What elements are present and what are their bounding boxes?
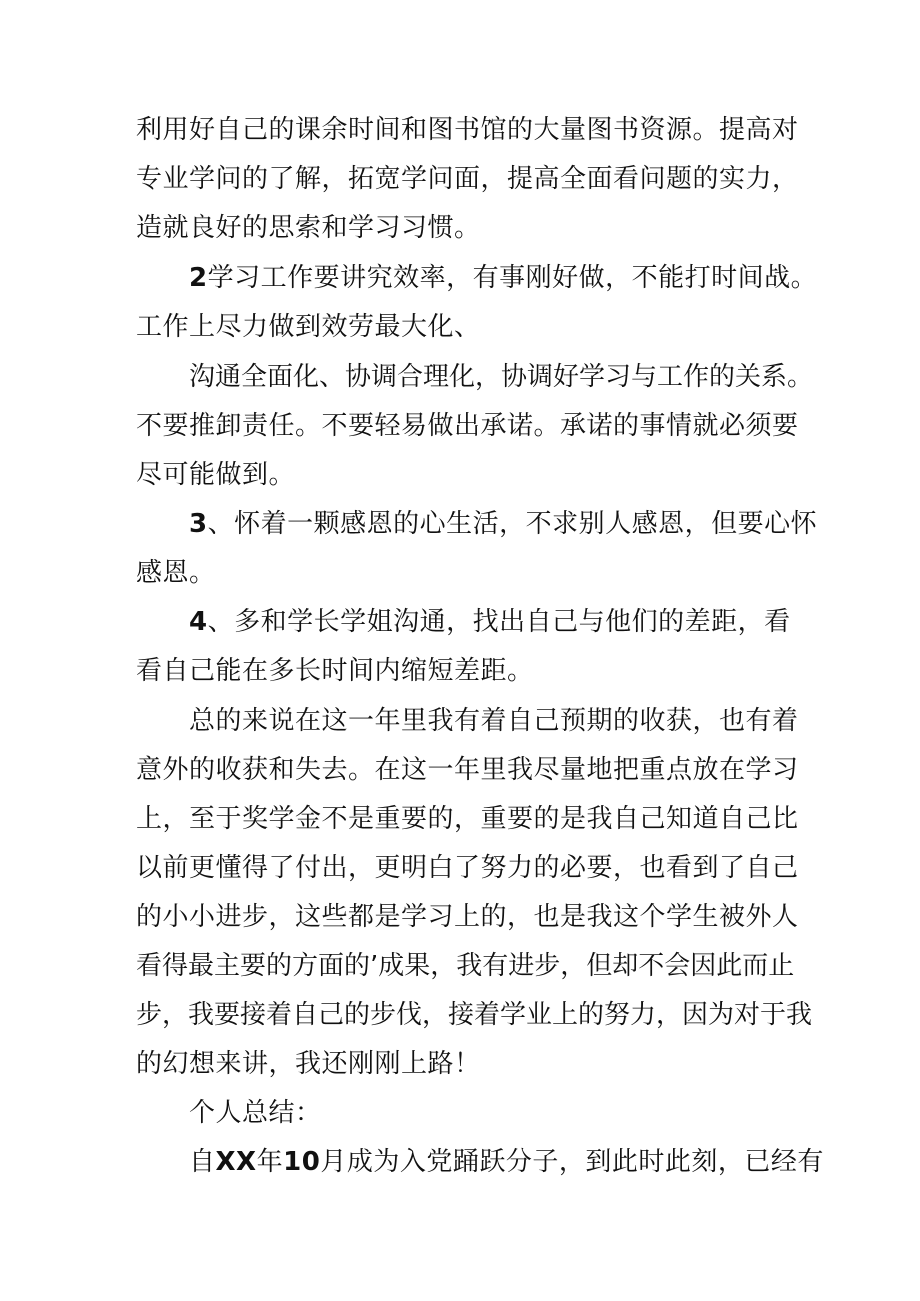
list-number-3: 3: [189, 509, 208, 539]
paragraph-3-line-2: 不要推卸责任。不要轻易做出承诺。承诺的事情就必须要: [136, 411, 799, 441]
paragraph-3-line-1: 沟通全面化、协调合理化，协调好学习与工作的关系。: [189, 362, 814, 392]
paragraph-6-line-1: 总的来说在这一年里我有着自己预期的收获，也有着: [189, 706, 799, 736]
paragraph-4-line-2: 感恩。: [136, 558, 216, 588]
list-number-2: 2: [189, 263, 208, 293]
paragraph-8-prefix: 自: [189, 1147, 216, 1177]
year-character: 年: [256, 1147, 284, 1177]
paragraph-5-line-2: 看自己能在多长时间内缩短差距。: [136, 656, 534, 686]
paragraph-6-line-7: 步，我要接着自己的步伐，接着学业上的努力，因为对于我: [136, 1000, 813, 1030]
paragraph-2-line-2: 工作上尽力做到效劳最大化、: [136, 312, 481, 342]
paragraph-3-line-3: 尽可能做到。: [136, 460, 296, 490]
paragraph-6-line-8: 的幻想来讲，我还刚刚上路！: [136, 1049, 481, 1079]
paragraph-2-text: 学习工作要讲究效率，有事刚好做，不能打时间战。: [207, 263, 818, 293]
paragraph-8-text: 月成为入党踊跃分子，到此时此刻，已经有: [320, 1147, 824, 1177]
paragraph-6-line-3: 上，至于奖学金不是重要的，重要的是我自己知道自己比: [136, 804, 799, 834]
paragraph-1-line-3: 造就良好的思索和学习习惯。: [136, 213, 481, 243]
paragraph-6-line-4: 以前更懂得了付出，更明白了努力的必要，也看到了自己: [136, 853, 799, 883]
paragraph-4-line-1: [189, 507, 817, 541]
month-number: 10: [283, 1147, 321, 1177]
paragraph-6-line-5: 的小小进步，这些都是学习上的，也是我这个学生被外人: [136, 902, 799, 932]
paragraph-1-line-2: 专业学问的了解，拓宽学问面，提高全面看问题的实力，: [136, 164, 799, 194]
paragraph-4-text: 、怀着一颗感恩的心生活，不求别人感恩，但要心怀: [207, 509, 818, 539]
paragraph-6-line-6: 看得最主要的方面的’成果，我有进步，但却不会因此而止: [136, 951, 795, 981]
list-number-4: 4: [189, 607, 208, 637]
paragraph-5-text: 、多和学长学姐沟通，找出自己与他们的差距，看: [207, 607, 791, 637]
year-placeholder: XX: [215, 1147, 257, 1177]
paragraph-2-line-1: [189, 261, 817, 295]
paragraph-1-line-1: 利用好自己的课余时间和图书馆的大量图书资源。提高对: [136, 115, 799, 145]
paragraph-8-line-1: [189, 1145, 824, 1179]
paragraph-6-line-2: 意外的收获和失去。在这一年里我尽量地把重点放在学习: [136, 755, 799, 785]
paragraph-5-line-1: [189, 605, 791, 639]
section-heading-personal-summary: 个人总结：: [189, 1098, 322, 1128]
